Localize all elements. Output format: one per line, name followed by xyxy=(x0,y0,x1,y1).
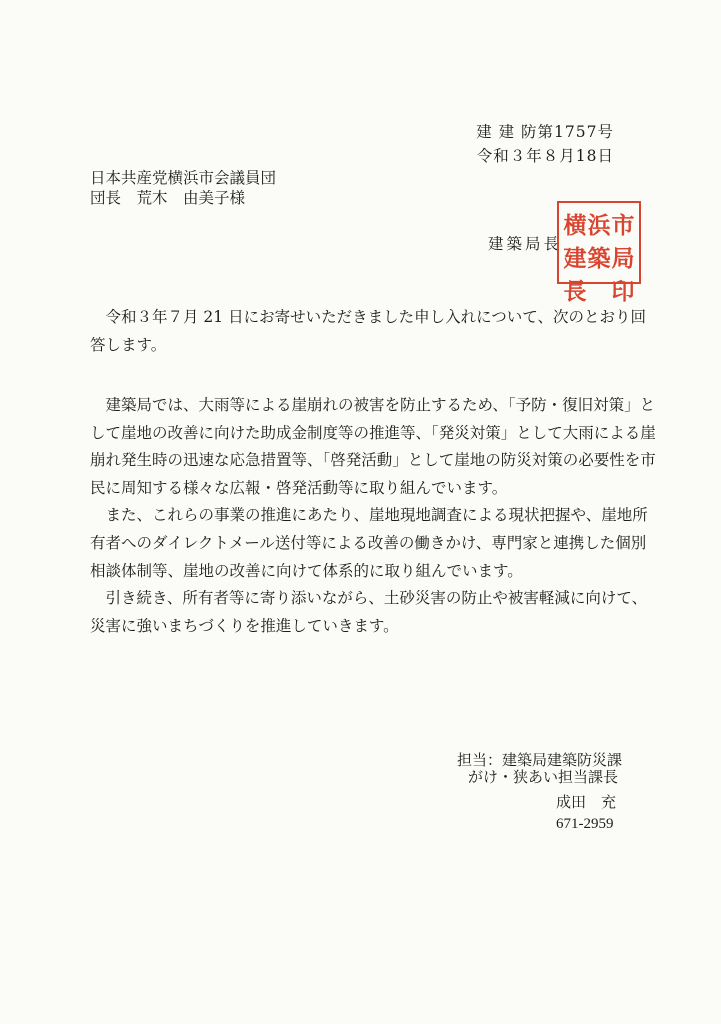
addressee-organization: 日本共産党横浜市会議員団 xyxy=(90,169,277,187)
body-line: 令和３年７月 21 日にお寄せいただきました申し入れについて、次のとおり回 xyxy=(90,308,646,326)
body-line: 災害に強いまちづくりを推進していきます。 xyxy=(90,616,399,635)
seal-char: 築 xyxy=(587,245,611,272)
seal-char: 局 xyxy=(611,245,635,272)
body-line: 有者へのダイレクトメール送付等による改善の働きかけ、専門家と連携した個別 xyxy=(90,533,647,552)
document-date: 令和３年８月18日 xyxy=(476,147,614,165)
seal-char: 長 xyxy=(563,278,587,305)
contact-position: がけ・狭あい担当課長 xyxy=(468,768,619,786)
body-line: 建築局では、大雨等による崖崩れの被害を防止するため、「予防・復旧対策」と xyxy=(90,396,656,414)
seal-char: 横 xyxy=(563,212,587,239)
body-line: 崩れ発生時の迅速な応急措置等、「啓発活動」として崖地の防災対策の必要性を市 xyxy=(90,451,656,470)
body-line: また、これらの事業の推進にあたり、崖地現地調査による現状把握や、崖地所 xyxy=(90,506,648,525)
sender-title: 建築局長 xyxy=(488,235,563,253)
body-line: して崖地の改善に向けた助成金制度等の推進等、「発災対策」として大雨による崖 xyxy=(90,423,656,442)
body-line: 引き続き、所有者等に寄り添いながら、土砂災害の防止や被害軽減に向けて、 xyxy=(90,589,648,608)
body-paragraph-main xyxy=(90,392,656,640)
body-line: 相談体制等、崖地の改善に向けて体系的に取り組んでいます。 xyxy=(90,561,523,580)
seal-char: 建 xyxy=(563,245,587,272)
contact-name: 成田 充 xyxy=(556,793,617,811)
official-seal xyxy=(557,201,641,305)
document-number: 建 建 防第1757号 xyxy=(476,123,614,141)
addressee-name: 団長 荒木 由美子様 xyxy=(90,189,246,207)
seal-char xyxy=(587,273,611,306)
body-paragraph-intro xyxy=(90,304,646,359)
seal-char: 浜 xyxy=(587,212,611,239)
contact-department: 担当：建築局建築防災課 xyxy=(457,751,623,769)
body-line: 答します。 xyxy=(90,335,167,354)
seal-char: 印 xyxy=(611,278,635,305)
contact-phone: 671-2959 xyxy=(556,816,614,832)
body-line: 民に周知する様々な広報・啓発活動等に取り組んでいます。 xyxy=(90,478,508,497)
seal-char: 市 xyxy=(611,212,635,239)
